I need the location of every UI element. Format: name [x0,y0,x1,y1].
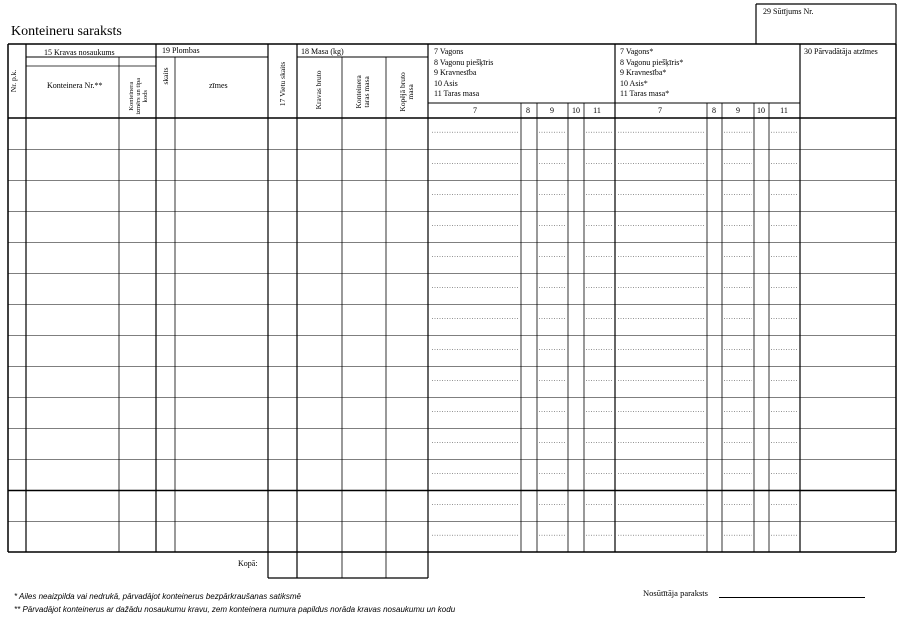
seals-marks-header: zīmes [209,81,228,90]
places-count-header: 17 Vietu skaits [278,61,288,107]
row-number-header: Nr. p.k. [9,69,19,93]
sender-signature-line[interactable] [719,597,865,598]
wagon-field-label: 9 Kravnesība [434,68,477,77]
form-title: Konteineru saraksts [11,24,122,39]
total-gross-header: Kopējā bruto masa [398,72,415,112]
shipment-number-label: 29 Sūtījums Nr. [763,7,814,16]
wagon-field-label: 7 Vagons* [620,47,654,56]
seals-count-header: skaits [161,67,171,85]
subcolumn-number: 10 [757,106,765,115]
totals-label: Kopā: [238,559,258,568]
subcolumn-number: 10 [572,106,580,115]
wagon-field-label: 11 Taras masa* [620,89,670,98]
cargo-name-header: 15 Kravas nosaukums [44,48,115,57]
wagon-field-label: 7 Vagons [434,47,464,56]
subcolumn-number: 7 [658,106,662,115]
container-number-header: Konteinera Nr.** [47,81,103,90]
carrier-notes-header: 30 Pārvadātāja atzīmes [804,47,878,56]
subcolumn-number: 9 [550,106,554,115]
wagon-field-label: 8 Vagonu piešķīris* [620,57,684,67]
subcolumn-number: 8 [712,106,716,115]
sender-signature-label: Nosūtītāja paraksts [643,588,708,598]
subcolumn-number: 8 [526,106,530,115]
subcolumn-number: 11 [593,106,601,115]
cargo-gross-header: Kravas bruto [314,70,324,110]
wagon-field-label: 8 Vagonu piešķīris [434,57,494,67]
seals-header: 19 Plombas [162,46,200,55]
wagon-field-label: 10 Asis [434,78,458,88]
wagon-field-label: 11 Taras masa [434,89,480,98]
subcolumn-number: 7 [473,106,477,115]
wagon-field-label: 9 Kravnesība* [620,68,667,77]
subcolumn-number: 9 [736,106,740,115]
mass-header: 18 Masa (kg) [301,47,344,56]
container-tare-header: Konteinera taras masa [354,75,371,109]
subcolumn-number: 11 [780,106,788,115]
wagon-field-label: 10 Asis* [620,78,648,88]
footnote-2: ** Pārvadājot konteinerus ar dažādu nosaukumu kravu, zem konteinera numura papildus norāda kravas nosaukumu un kodu [14,605,456,614]
footnote-1: * Ailes neaizpilda vai nedrukā, pārvadājot konteinerus bezpārkraušanas satiksmē [14,592,301,601]
container-size-header: Konteinera izmērs un tipa kods [127,77,149,115]
